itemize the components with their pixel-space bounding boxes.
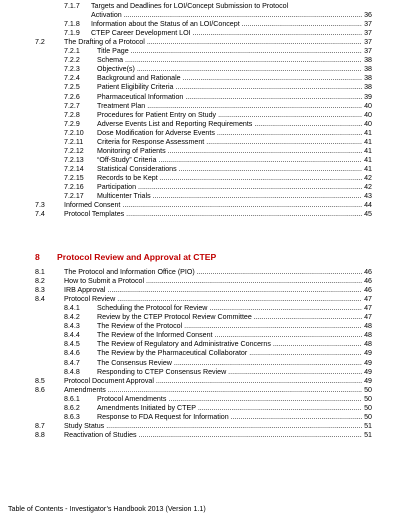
chapter-number: 8 (35, 252, 40, 262)
toc-entry-number: 8.6.1 (64, 394, 80, 403)
toc-entry-number: 7.2.2 (64, 56, 80, 65)
toc-entry[interactable] (0, 404, 400, 413)
toc-entry-title: The Protocol and Information Office (PIO) ..... (64, 268, 362, 277)
toc-entry-page: 37 (364, 38, 372, 47)
toc-entry-number: 7.3 (35, 201, 45, 210)
toc-entry[interactable] (0, 147, 400, 156)
toc-entry[interactable] (0, 93, 400, 102)
toc-entry-number: 7.2.1 (64, 47, 80, 56)
toc-entry-number: 7.2.15 (64, 173, 84, 182)
toc-entry-title: Procedures for Patient Entry on Study ..... (97, 111, 362, 120)
toc-entry-title: Scheduling the Protocol for Review ..... (97, 304, 362, 313)
toc-entry-number: 7.2.4 (64, 74, 80, 83)
toc-entry-number: 8.4.4 (64, 331, 80, 340)
toc-entry-number: 8.1 (35, 268, 45, 276)
toc-entry-title: The Review of Regulatory and Administrative Concerns ..... (97, 340, 362, 349)
toc-entry-title: Participation ..... (97, 183, 362, 192)
toc-entry-page: 47 (364, 295, 372, 304)
toc-entry-number: 7.2.5 (64, 83, 80, 92)
toc-entry-number: 7.2 (35, 38, 45, 47)
toc-entry[interactable] (0, 210, 400, 219)
toc-entry-title: Response to FDA Request for Information ..... (97, 413, 362, 422)
toc-entry-page: 50 (364, 394, 372, 403)
toc-entry-page: 49 (364, 349, 372, 358)
toc-entry-number: 8.4.1 (64, 304, 80, 313)
toc-entry-page: 49 (364, 376, 372, 385)
toc-entry-title: How to Submit a Protocol ..... (64, 277, 362, 286)
toc-entry-title: Criteria for Response Assessment ..... (97, 138, 362, 147)
toc-entry-page: 38 (364, 83, 372, 92)
toc-entry-title: Statistical Considerations ..... (97, 165, 362, 174)
toc-entry-page: 48 (364, 340, 372, 349)
toc-entry-number: 7.2.17 (64, 192, 84, 201)
toc-entry-title: Targets and Deadlines for LOI/Concept Submission to Protocol (91, 2, 289, 10)
toc-entry-title: Records to be Kept ..... (97, 174, 362, 183)
toc-entry-page: 37 (364, 29, 372, 38)
toc-entry-number: 8.8 (35, 430, 45, 439)
toc-entry-page: 41 (364, 128, 372, 137)
toc-entry[interactable] (0, 340, 400, 349)
toc-entry-page: 46 (364, 277, 372, 286)
toc-entry-title: Review by the CTEP Protocol Review Committee ..... (97, 313, 362, 322)
toc-entry-page: 38 (364, 74, 372, 83)
toc-entry-title: Monitoring of Patients ..... (97, 147, 362, 156)
toc-entry-page: 50 (364, 403, 372, 412)
toc-entry-number: 8.4.5 (64, 340, 80, 349)
toc-entry-title: Informed Consent ..... (64, 201, 362, 210)
toc-entry[interactable] (0, 313, 400, 322)
toc-entry[interactable] (0, 304, 400, 313)
toc-entry-title: The Consensus Review ..... (97, 359, 362, 368)
toc-entry-number: 8.4.3 (64, 322, 80, 331)
toc-entry-number: 8.7 (35, 421, 45, 430)
toc-entry-title: Patient Eligibility Criteria ..... (97, 83, 362, 92)
toc-entry[interactable] (0, 29, 400, 38)
toc-entry-title: The Review of the Informed Consent ..... (97, 331, 362, 340)
toc-entry-title: “Off-Study” Criteria ..... (97, 156, 362, 165)
toc-entry[interactable] (0, 359, 400, 368)
toc-entry-title: Multicenter Trials ..... (97, 192, 362, 201)
toc-entry-number: 7.2.6 (64, 92, 80, 101)
toc-entry-page: 37 (364, 20, 372, 29)
toc-entry-page: 41 (364, 155, 372, 164)
toc-entry-page: 39 (364, 92, 372, 101)
toc-entry-page: 47 (364, 304, 372, 313)
toc-entry-number: 8.6.3 (64, 412, 80, 421)
toc-entry-number: 8.3 (35, 286, 45, 295)
toc-entry-number: 8.4.7 (64, 358, 80, 367)
toc-entry[interactable] (0, 47, 400, 56)
toc-entry-title: Dose Modification for Adverse Events ..... (97, 129, 362, 138)
toc-entry-page: 45 (364, 210, 372, 219)
toc-entry[interactable] (0, 183, 400, 192)
toc-entry-number: 7.2.7 (64, 101, 80, 110)
toc-entry-page: 47 (364, 313, 372, 322)
toc-entry-title: Title Page ..... (97, 47, 362, 56)
toc-entry-number: 7.2.3 (64, 65, 80, 74)
toc-entry[interactable] (0, 286, 400, 295)
chapter-title: Protocol Review and Approval at CTEP (57, 252, 217, 262)
toc-entry-page: 50 (364, 385, 372, 394)
toc-entry-page: 37 (364, 47, 372, 56)
toc-entry-title: Protocol Review ..... (64, 295, 362, 304)
toc-entry-page: 40 (364, 101, 372, 110)
toc-entry[interactable] (0, 38, 400, 47)
toc-entry[interactable] (0, 11, 400, 20)
toc-entry-page: 49 (364, 358, 372, 367)
toc-entry-page: 40 (364, 110, 372, 119)
toc-entry-number: 7.2.12 (64, 146, 84, 155)
toc-entry[interactable] (0, 65, 400, 74)
toc-entry[interactable] (0, 138, 400, 147)
toc-entry-page: 43 (364, 192, 372, 201)
toc-entry-title: Reactivation of Studies ..... (64, 431, 362, 440)
toc-entry-title: IRB Approval ..... (64, 286, 362, 295)
toc-entry[interactable] (0, 368, 400, 377)
toc-entry-number: 7.2.11 (64, 137, 84, 146)
toc-entry-page: 36 (364, 11, 372, 20)
toc-entry-number: 8.4.8 (64, 367, 80, 376)
toc-entry-number: 7.2.8 (64, 110, 80, 119)
toc-entry-title: Protocol Document Approval ..... (64, 377, 362, 386)
toc-entry[interactable] (0, 431, 400, 440)
toc-entry-title: The Review of the Protocol ..... (97, 322, 362, 331)
toc-entry-number: 8.4.2 (64, 313, 80, 322)
toc-entry[interactable] (0, 295, 400, 304)
toc-entry[interactable] (0, 129, 400, 138)
toc-entry-title: Activation ..... (91, 11, 362, 20)
chapter-heading[interactable] (0, 251, 400, 263)
toc-entry-title: Pharmaceutical Information ..... (97, 93, 362, 102)
toc-entry-page: 42 (364, 183, 372, 191)
toc-entry-page: 41 (364, 164, 372, 173)
toc-entry-number: 8.6 (35, 385, 45, 394)
toc-entry[interactable] (0, 331, 400, 340)
toc-entry-title: The Review by the Pharmaceutical Collaborator ..... (97, 349, 362, 358)
toc-entry[interactable] (0, 2, 400, 11)
toc-entry-title: Adverse Events List and Reporting Requirements ..... (97, 120, 362, 129)
toc-entry[interactable] (0, 377, 400, 386)
toc-entry[interactable] (0, 74, 400, 83)
toc-entry-number: 7.2.13 (64, 155, 84, 164)
toc-entry-page: 51 (364, 421, 372, 430)
toc-entry-number: 7.1.9 (64, 29, 80, 38)
toc-entry-page: 44 (364, 201, 372, 210)
toc-entry[interactable] (0, 268, 400, 277)
toc-entry-title: Background and Rationale ..... (97, 74, 362, 83)
toc-entry-page: 51 (364, 430, 372, 439)
toc-entry-number: 8.6.2 (64, 403, 80, 412)
toc-entry[interactable] (0, 201, 400, 210)
toc-entry-title: Amendments Initiated by CTEP ..... (97, 404, 362, 413)
toc-entry[interactable] (0, 422, 400, 431)
toc-entry-page: 48 (364, 331, 372, 340)
toc-entry[interactable] (0, 83, 400, 92)
toc-entry-page: 49 (364, 367, 372, 376)
toc-entry[interactable] (0, 395, 400, 404)
toc-entry-page: 46 (364, 286, 372, 295)
toc-entry[interactable] (0, 56, 400, 65)
toc-entry-number: 7.2.9 (64, 119, 80, 128)
toc-entry[interactable] (0, 277, 400, 286)
toc-entry-title: Study Status ..... (64, 422, 362, 431)
toc-entry[interactable] (0, 174, 400, 183)
toc-entry-number: 7.4 (35, 210, 45, 219)
toc-entry[interactable] (0, 386, 400, 395)
toc-entry[interactable] (0, 111, 400, 120)
toc-entry[interactable] (0, 120, 400, 129)
toc-entry-number: 7.2.14 (64, 164, 84, 173)
toc-entry-title: Protocol Templates ..... (64, 210, 362, 219)
toc-entry[interactable] (0, 20, 400, 29)
toc-entry[interactable] (0, 349, 400, 358)
toc-entry[interactable] (0, 102, 400, 111)
toc-entry-title: The Drafting of a Protocol ..... (64, 38, 362, 47)
toc-entry-page: 38 (364, 65, 372, 74)
toc-entry-title: Information about the Status of an LOI/Concept ..... (91, 20, 362, 29)
toc-entry-number: 8.2 (35, 277, 45, 286)
toc-entry[interactable] (0, 165, 400, 174)
toc-entry-page: 46 (364, 268, 372, 276)
toc-entry-number: 7.1.7 (64, 2, 80, 10)
toc-entry-title: Responding to CTEP Consensus Review ..... (97, 368, 362, 377)
toc-entry-title: Protocol Amendments ..... (97, 395, 362, 404)
toc-entry-title: Objective(s) ..... (97, 65, 362, 74)
toc-entry-page: 48 (364, 322, 372, 331)
toc-entry-page: 41 (364, 137, 372, 146)
toc-entry-page: 40 (364, 119, 372, 128)
toc-entry[interactable] (0, 192, 400, 201)
toc-entry-page: 38 (364, 56, 372, 65)
toc-entry-title: Treatment Plan ..... (97, 102, 362, 111)
toc-entry-title: Schema ..... (97, 56, 362, 65)
toc-entry-number: 8.4.6 (64, 349, 80, 358)
toc-entry-number: 7.1.8 (64, 20, 80, 29)
toc-entry[interactable] (0, 156, 400, 165)
toc-entry-title: Amendments ..... (64, 386, 362, 395)
toc-entry-number: 7.2.16 (64, 183, 84, 191)
toc-entry-title: CTEP Career Development LOI ..... (91, 29, 362, 38)
toc-entry-number: 7.2.10 (64, 128, 84, 137)
toc-entry-page: 42 (364, 173, 372, 182)
toc-entry[interactable] (0, 413, 400, 422)
page-footer: Table of Contents - Investigator’s Handbook 2013 (Version 1.1) (8, 505, 206, 513)
toc-entry-number: 8.5 (35, 376, 45, 385)
toc-entry-page: 50 (364, 412, 372, 421)
toc-entry[interactable] (0, 322, 400, 331)
toc-entry-number: 8.4 (35, 295, 45, 304)
toc-entry-page: 41 (364, 146, 372, 155)
